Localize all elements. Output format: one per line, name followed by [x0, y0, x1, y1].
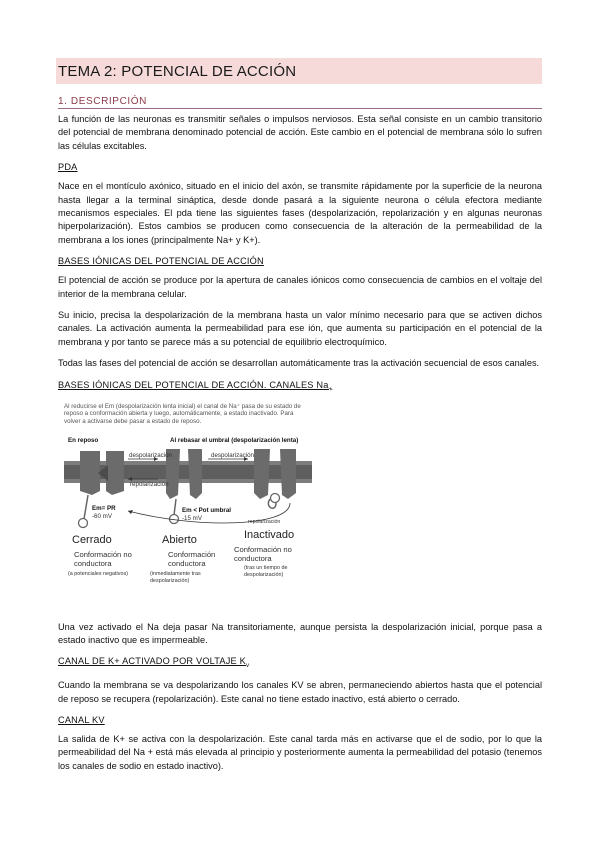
na-heading-text: BASES IÓNICAS DEL POTENCIAL DE ACCIÓN. CANALES Na: [58, 379, 329, 390]
arrow-label-repolarization-2: repolarización: [248, 518, 281, 525]
desc-inactivated: Conformación no conductora: [234, 544, 292, 563]
em-resting-value: -60 mV: [92, 512, 112, 520]
state-closed: Cerrado: [72, 533, 112, 546]
figure-caption: Al reducirse el Em (despolarización lenta inicial) el canal de Na⁺ pasa de su estado de reposo a conformación abierta y luego, automáticamente, a estado inactivado. Para volver a activarse debe pasar a estado de reposo.: [64, 402, 301, 425]
em-threshold-value: -15 mV: [182, 514, 202, 522]
na-after-paragraph: Una vez activado el Na deja pasar Na transitoriamente, aunque persista la despolarización inicial, porque pasa a estado inactivo que es impermeable.: [58, 621, 542, 645]
intro-paragraph: La función de las neuronas es transmitir señales o impulsos nerviosos. Esta señal consiste en un cambio transitorio del potencial de membrana denominado potencial de acción. Este cambio en el potencial de membrana sólo lo sufren las células excitables.: [58, 114, 542, 151]
section-heading: 1. DESCRIPCIÓN: [58, 96, 542, 109]
arrow-label-depolarization-2: despolarización: [211, 451, 254, 459]
bases-heading: BASES IÓNICAS DEL POTENCIAL DE ACCIÓN: [58, 256, 264, 267]
state-inactivated: Inactivado: [244, 528, 295, 541]
em-resting-label: Em= PR: [92, 504, 116, 512]
page-title: TEMA 2: POTENCIAL DE ACCIÓN: [58, 62, 297, 80]
title-bar: [56, 58, 542, 84]
arrow-label-depolarization-1: despolarización: [129, 451, 172, 459]
desc-open: Conformación conductora: [168, 549, 216, 568]
state-open: Abierto: [162, 533, 197, 546]
label-resting: En reposo: [68, 436, 99, 444]
kv-paragraph: La salida de K+ se activa con la despolarización. Este canal tarda más en activarse que el de sodio, por lo que la permeabilidad del Na + está más elevada al principio y posteriormente aumenta la permeabilidad del potasio (tenemos los canales de sodio en estado inactivo).: [58, 733, 542, 771]
k-channel-heading: [58, 655, 542, 673]
em-threshold-label: Em < Pot umbral: [182, 506, 231, 514]
label-threshold: Al rebasar el umbral (despolarización lenta): [170, 436, 299, 444]
na-heading-sub: +: [328, 386, 333, 393]
bases-paragraph-3: Todas las fases del potencial de acción se desarrollan automáticamente tras la activación secuencial de esos canales.: [58, 358, 540, 369]
desc-closed: Conformación no conductora: [74, 549, 132, 568]
k-heading-sub: v: [245, 663, 250, 670]
k-channel-paragraph: Cuando la membrana se va despolarizando los canales KV se abren, permaneciendo abiertos hasta que el potencial de reposo se recupera (repolarización). Este canal no tiene estado inactivo, está abierto o cerrado.: [58, 680, 542, 704]
desc-open-note: (inmediatamente tras despolarización): [150, 570, 201, 585]
pda-paragraph: Nace en el montículo axónico, situado en el inicio del axón, se transmite rápidamente por la superficie de la neurona hasta llegar a la terminal sináptica, desde donde pasará a la siguiente neurona o célula efectora mediante mecanismos especiales. El pda tiene las siguientes fases (despolarización, repolarización y en algunas neuronas hiperpolarización). Estos cambios se producen como consecuencia de la alteración de la permeabilidad de la membrana a los iones (principalmente Na+ y K+).: [58, 181, 542, 245]
bases-paragraph-1: El potencial de acción se produce por la apertura de canales iónicos como consecuencia de cambios en el voltaje del interior de la membrana celular.: [58, 275, 542, 299]
na-channels-heading: [58, 379, 542, 397]
pda-heading: PDA: [58, 162, 78, 173]
na-channel-figure: [58, 403, 312, 609]
kv-heading: CANAL KV: [58, 714, 105, 725]
arrow-label-repolarization-1: repolarización: [130, 480, 169, 488]
k-heading-text: CANAL DE K+ ACTIVADO POR VOLTAJE K: [58, 656, 246, 667]
document-page: [58, 58, 542, 773]
bases-paragraph-2: Su inicio, precisa la despolarización de la membrana hasta un valor mínimo necesario para que se activen dichos canales. La activación aumenta la permeabilidad para ese ión, que aumenta su participación en el potencial de la membrana y por tanto se parece más a su potencial de equilibrio electroquímico.: [58, 310, 542, 347]
desc-closed-note: (a potenciales negativos): [68, 570, 128, 577]
desc-inactivated-note: (tras un tiempo de despolarización): [244, 564, 288, 579]
